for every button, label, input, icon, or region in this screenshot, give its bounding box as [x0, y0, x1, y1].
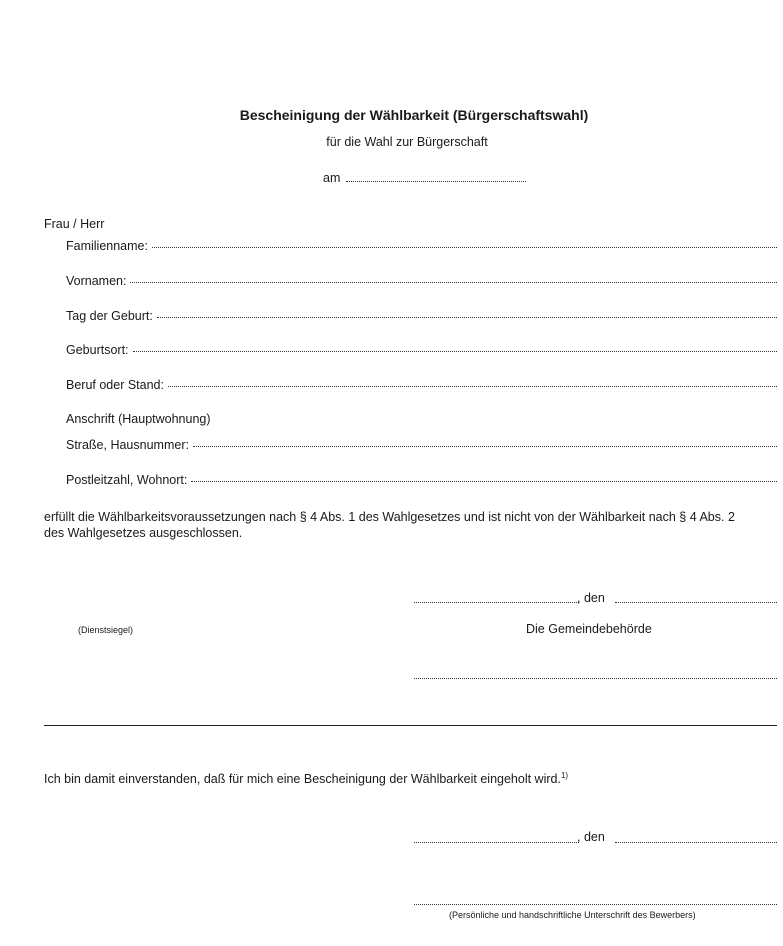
- eligibility-statement: erfüllt die Wählbarkeitsvoraussetzungen nach § 4 Abs. 1 des Wahlgesetzes und ist nicht von der Wählbarkeit nach § 4 Abs. 2 des Wahlgesetzes ausgeschlossen.: [44, 510, 735, 540]
- field-label: Geburtsort:: [66, 343, 129, 357]
- seal-label: (Dienstsiegel): [78, 625, 134, 635]
- beruf-input[interactable]: [168, 386, 777, 387]
- authority-date-field[interactable]: [615, 602, 777, 603]
- field-wohnort: [66, 473, 777, 487]
- geburtsort-input[interactable]: [133, 351, 777, 352]
- am-label: am: [323, 171, 341, 185]
- strasse-input[interactable]: [193, 446, 777, 447]
- authority-place-field[interactable]: [414, 602, 579, 603]
- consent-text-line: [44, 771, 568, 786]
- salutation-label: Frau / Herr: [44, 217, 105, 231]
- consent-place-field[interactable]: [414, 842, 579, 843]
- vornamen-input[interactable]: [130, 282, 777, 283]
- document-title: Bescheinigung der Wählbarkeit (Bürgerschaftswahl): [239, 107, 589, 123]
- field-label: Vornamen:: [66, 274, 127, 288]
- field-label: Postleitzahl, Wohnort:: [66, 473, 188, 487]
- field-label: Beruf oder Stand:: [66, 378, 164, 392]
- signature-caption: (Persönliche und handschriftliche Unterschrift des Bewerbers): [449, 910, 696, 920]
- consent-text: Ich bin damit einverstanden, daß für mich eine Bescheinigung der Wählbarkeit eingeholt wird.: [44, 772, 561, 787]
- field-familienname: [66, 239, 777, 253]
- footnote-mark: 1): [560, 771, 569, 780]
- wohnort-input[interactable]: [191, 481, 777, 482]
- document-subtitle: für die Wahl zur Bürgerschaft: [326, 135, 488, 149]
- field-label: Tag der Geburt:: [66, 309, 153, 323]
- consent-den-label: , den: [577, 830, 605, 844]
- familienname-input[interactable]: [152, 247, 777, 248]
- applicant-signature-field[interactable]: [414, 904, 777, 905]
- authority-label: Die Gemeindebehörde: [526, 622, 652, 636]
- field-label: Familienname:: [66, 239, 148, 253]
- field-geburtstag: [66, 309, 777, 323]
- address-heading: Anschrift (Hauptwohnung): [66, 412, 211, 426]
- election-date-line: [323, 171, 526, 185]
- section-divider: [44, 725, 777, 726]
- field-label: Straße, Hausnummer:: [66, 438, 189, 452]
- authority-den-label: , den: [577, 591, 605, 605]
- election-date-field[interactable]: [346, 181, 526, 182]
- field-geburtsort: [66, 343, 777, 357]
- field-beruf: [66, 378, 777, 392]
- geburtstag-input[interactable]: [157, 317, 777, 318]
- authority-signature-field[interactable]: [414, 678, 777, 679]
- field-strasse: [66, 438, 777, 452]
- consent-date-field[interactable]: [615, 842, 777, 843]
- field-vornamen: [66, 274, 777, 288]
